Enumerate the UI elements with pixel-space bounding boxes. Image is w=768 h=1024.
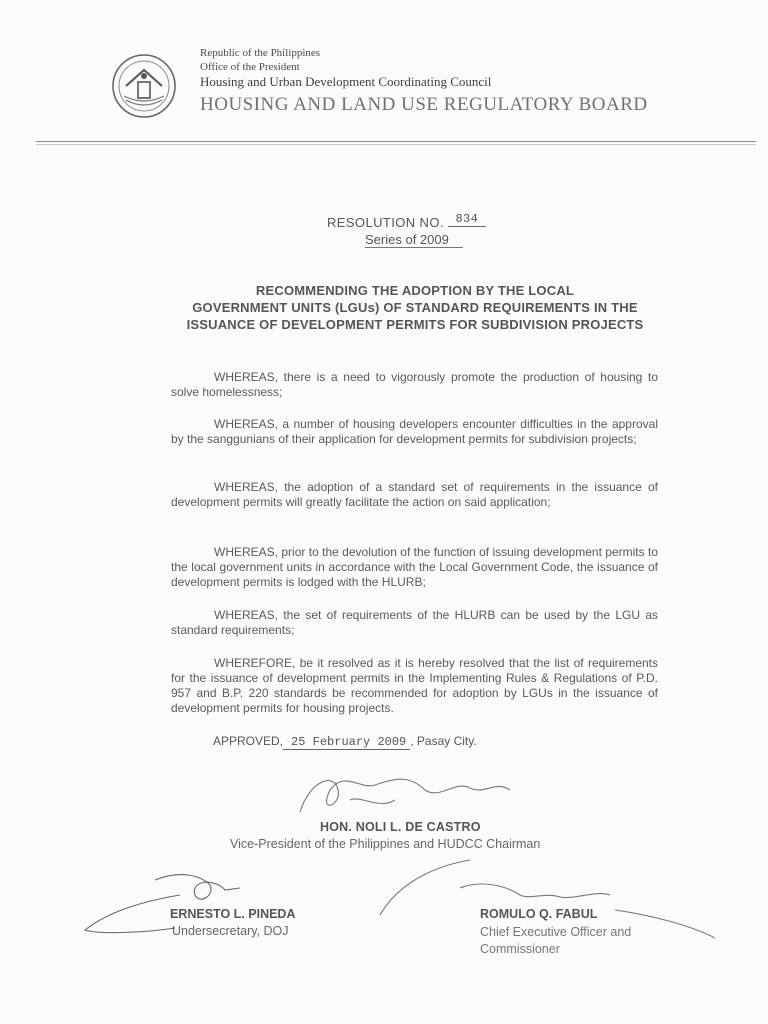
whereas-paragraph [171, 370, 658, 400]
resolution-label: RESOLUTION NO. [327, 215, 444, 230]
whereas-paragraph [171, 417, 658, 447]
approval-date: 25 February 2009 [283, 735, 410, 750]
left-signatory-name: ERNESTO L. PINEDA [170, 907, 296, 921]
wherefore-paragraph [171, 656, 658, 716]
approval-line [213, 734, 477, 750]
paragraph-text: WHEREAS, the adoption of a standard set of requirements in the issuance of development permits will greatly facilitate the action on said application; [171, 480, 658, 509]
title-line: RECOMMENDING THE ADOPTION BY THE LOCAL [255, 283, 575, 298]
chair-signatory-title: Vice-President of the Philippines and HUDCC Chairman [230, 837, 541, 851]
hlurb-seal-icon [110, 52, 178, 120]
paragraph-text: WHEREFORE, be it resolved as it is hereby resolved that the list of requirements for the issuance of development permits in the Implementing Rules & Regulations of P.D. 957 and B.P. 220 standards be recommended for adoption by LGUs in the issuance of development permits for housing projects. [171, 656, 658, 715]
resolution-number-value: 834 [448, 212, 486, 227]
whereas-paragraph [171, 545, 658, 590]
letterhead-agency: HOUSING AND LAND USE REGULATORY BOARD [200, 94, 648, 115]
right-signatory-title: Chief Executive Officer and Commissioner [480, 925, 632, 956]
header-divider [36, 141, 756, 142]
whereas-paragraph [171, 608, 658, 638]
letterhead-council: Housing and Urban Development Coordinating Council [200, 74, 492, 89]
paragraph-text: WHEREAS, the set of requirements of the HLURB can be used by the LGU as standard requirements; [171, 608, 658, 637]
paragraph-text: WHEREAS, there is a need to vigorously promote the production of housing to solve homelessness; [171, 370, 658, 399]
left-signatory-title: Undersecretary, DOJ [172, 924, 289, 938]
letterhead [200, 46, 648, 118]
letterhead-office: Office of the President [200, 61, 300, 73]
resolution-number [327, 212, 486, 232]
title-line: ISSUANCE OF DEVELOPMENT PERMITS FOR SUBDIVISION PROJECTS [186, 317, 644, 332]
title-line: GOVERNMENT UNITS (LGUs) OF STANDARD REQUIREMENTS IN THE [192, 300, 638, 315]
chair-signatory-name: HON. NOLI L. DE CASTRO [320, 820, 481, 834]
resolution-title [150, 282, 680, 333]
letterhead-country: Republic of the Philippines [200, 47, 321, 59]
right-signatory-name: ROMULO Q. FABUL [480, 907, 598, 921]
whereas-paragraph [171, 480, 658, 510]
header-divider-secondary [36, 144, 756, 145]
approval-place: , Pasay City. [410, 734, 477, 748]
approval-label: APPROVED, [213, 734, 284, 748]
resolution-series: Series of 2009 [365, 232, 463, 248]
paragraph-text: WHEREAS, prior to the devolution of the function of issuing development permits to the local government units in accordance with the Local Government Code, the issuance of development permits is lodged with the HLURB; [171, 545, 658, 589]
paragraph-text: WHEREAS, a number of housing developers encounter difficulties in the approval by the sanggunians of their application for development permits for subdivision projects; [171, 417, 658, 446]
